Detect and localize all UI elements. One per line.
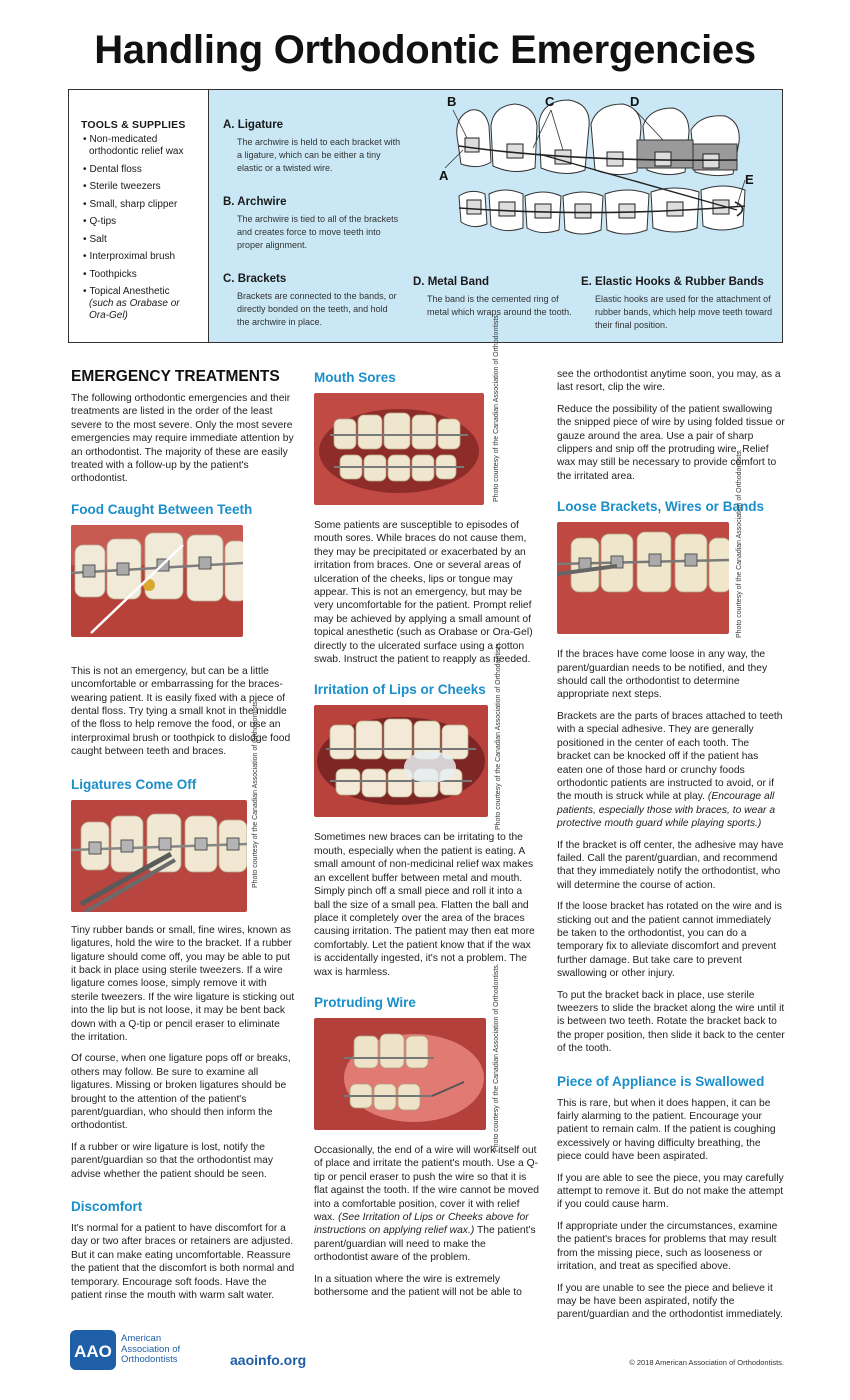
page-title: Handling Orthodontic Emergencies [94,28,756,72]
part-archwire [223,196,403,252]
part-brackets-title: C. Brackets [223,273,287,285]
part-ligature [223,119,403,175]
emergency-treatments-heading: EMERGENCY TREATMENTS [71,368,280,385]
column-1 [71,368,295,1310]
part-ligature-title: A. Ligature [223,119,284,131]
tools-list-item: • Q-tips [83,216,117,227]
part-metal-band-text: The band is the cemented ring of metal which wraps around the tooth. [427,294,572,317]
label-e: E [745,172,754,187]
tools-list-item: • Topical Anesthetic (such as Orabase or Ora-Gel) [83,286,180,321]
protruding-wire-heading: Protruding Wire [314,994,416,1010]
ligatures-photo [71,800,247,912]
mouth-sores-text: Some patients are susceptible to episodes of mouth sores. While braces do not cause them, they may be precipitated or exacerbated by an irritation from braces. One or several areas of ulceration of the cheeks, lips or tongue may appear. This is not an emergency, but may be very uncomfortable for the patient. Prompt relief may be achieved by applying a small amount of topical anesthetic (such as Orabase or Ora-Gel) directly to the ulcerated surface using a cotton swab. Instruct the patient to reapply as needed. [314,520,533,666]
column-3 [557,368,785,1330]
food-caught-heading: Food Caught Between Teeth [71,501,253,517]
part-ligature-text: The archwire is held to each bracket with a ligature, which can be either a tiny elastic or a twisted wire. [237,137,401,173]
aao-logo-icon [70,1330,116,1370]
intro-text: The following orthodontic emergencies and their treatments are listed in the order of the least severe to the most severe. Only the most severe emergencies may require immediate attention by an orthodontist. The majority of these are easily treated with a follow-up by the patient's orthodontist. [71,393,294,485]
ligatures-text-2: Of course, when one ligature pops off or breaks, others may follow. Be sure to examine all ligatures. Missing or broken ligatures should be brought to the attention of the patient's parent/guardian, who should then inform the orthodontist. [71,1053,291,1132]
footer [70,1330,784,1380]
part-brackets [223,273,401,329]
tools-list-item: • Toothpicks [83,268,137,280]
photo-credit-sores: Photo courtesy of the Canadian Association of Orthodontists. [493,313,500,502]
tools-heading: TOOLS & SUPPLIES [81,119,186,131]
swallowed-heading: Piece of Appliance is Swallowed [557,1073,765,1089]
swallowed-text-3: If appropriate under the circumstances, examine the patient's braces for problems that may result from the missing piece, such as looseness or irritation, and treat as specified above. [557,1220,778,1273]
anesthetic-note: (such as Orabase or Ora-Gel) [89,298,180,321]
part-elastic-hooks-text: Elastic hooks are used for the attachment of rubber bands, which help move teeth toward their final position. [595,294,773,330]
loose-text-5: To put the bracket back in place, use sterile tweezers to slide the bracket along the wire until it is between two teeth. Rotate the bracket back to the proper position, then slide it back to the center of the tooth. [557,989,785,1055]
loose-brackets-photo [557,522,729,634]
part-metal-band-title: D. Metal Band [413,276,490,288]
website-link[interactable]: aaoinfo.org [230,1352,307,1368]
protruding-wire-photo [314,1018,486,1130]
loose-text-4: If the loose bracket has rotated on the wire and is sticking out and the patient cannot immediately be taken to the orthodontist, you can do a temporary fix to alleviate discomfort and prevent further damage. But take care to prevent swallowing or other injury. [557,901,782,980]
swallowed-text-4: If you are unable to see the piece and believe it may be have been aspirated, notify the parent/guardian and the orthodontist immediately. [557,1282,783,1321]
copyright-text: © 2018 American Association of Orthodontists. [629,1358,784,1367]
photo-credit-ligatures: Photo courtesy of the Canadian Association of Orthodontists. [252,699,259,888]
column-2 [314,313,540,1307]
ligatures-text-1: Tiny rubber bands or small, fine wires, known as ligatures, hold the wire to the bracket. If a rubber ligature should come off, you may be able to put it back in place using sterile tweezers. If a wire ligature comes loose, simply remove it with sterile tweezers. If the wire ligature is sticking out into the lip but is not loose, it may be bent back down with a Q-tip or pencil eraser to eliminate the irritation. [71,924,295,1043]
logo-mark-text: AAO [74,1342,112,1361]
loose-text-2: Brackets are the parts of braces attached to teeth with a special adhesive. They are generally positioned in the center of each tooth. The bracket can be knocked off if the patient has eaten one of those hard or crunchy foods orthodontic patients are instructed to avoid, or if the mouth is struck while at play. (Encourage all patients, especially those with braces, to wear a protective mouth guard while playing sports.) [557,710,783,830]
photo-credit-irritation: Photo courtesy of the Canadian Association of Orthodontists. [495,641,502,830]
info-box [68,89,783,343]
part-elastic-hooks [581,276,777,332]
tools-list-item: • Dental floss [83,163,142,175]
part-elastic-hooks-title: E. Elastic Hooks & Rubber Bands [581,276,764,288]
swallowed-text-2: If you are able to see the piece, you may carefully attempt to remove it. But do not make the attempt if you could cause harm. [557,1172,784,1211]
part-archwire-text: The archwire is tied to all of the brackets and creates force to move teeth into proper alignment. [237,214,399,250]
food-caught-text: This is not an emergency, but can be a little uncomfortable or embarrassing for the braces-wearing patient. It is easily fixed with a piece of dental floss. Try tying a small knot in the middle of the floss to help remove the food, or use an interproximal brush or toothpick to dislodge food caught between teeth and braces. [71,665,291,758]
loose-text-1: If the braces have come loose in any way, the parent/guardian needs to be notified, and they should call the orthodontist to determine appropriate next steps. [557,649,768,701]
food-caught-photo [71,525,243,637]
discomfort-text: It's normal for a patient to have discomfort for a day or two after braces or retainers are adjusted. But it can make eating uncomfortable. Reassure the patient that the discomfort is both normal and temporary. Encourage soft foods. Have the patient rinse the mouth with warm salt water. [71,1223,295,1302]
label-b: B [447,96,457,109]
photo-credit-loose: Photo courtesy of the Canadian Association of Orthodontists. [736,449,743,638]
label-a: A [439,168,449,183]
protruding-wire-text-1: Occasionally, the end of a wire will work itself out of place and irritate the patient's mouth. Use a Q-tip or pencil eraser to push the wire so that it is flat against the tooth. If the wire cannot be moved into a comfortable position, cover it with relief wax. (See Irritation of Lips or Cheeks above for instructions on applying relief wax.) The patient's parent/guardian will need to make the orthodontist aware of the problem. [314,1144,539,1264]
braces-diagram [419,96,779,251]
mouth-sores-heading: Mouth Sores [314,370,396,385]
wire-clip-text: Reduce the possibility of the patient swallowing the snipped piece of wire by using folded tissue or gauze around the area. Use a pair of sharp clippers and snip off the protruding wire. Relief wax may still be necessary to provide comfort to the irritated area. [557,403,785,482]
protruding-wire-text-2: In a situation where the wire is extremely bothersome and the patient will not be able to [314,1273,522,1298]
discomfort-heading: Discomfort [71,1199,143,1214]
mouth-sores-photo [314,393,484,505]
tools-list-item: • Small, sharp clipper [83,198,178,210]
label-d: D [630,96,640,109]
tools-supplies-panel [69,90,209,342]
tools-list-item: • Non-medicated orthodontic relief wax [83,134,184,157]
wire-continued-text: see the orthodontist anytime soon, you may, as a last resort, clip the wire. [557,369,781,394]
ligatures-text-3: If a rubber or wire ligature is lost, notify the parent/guardian so that the orthodontist may advise whether the patient should be seen. [71,1141,274,1180]
loose-text-3: If the bracket is off center, the adhesive may have failed. Call the parent/guardian, and recommend that they immediately notify the orthodontist, who will determine the course of action. [557,839,784,891]
irritation-heading: Irritation of Lips or Cheeks [314,682,486,698]
swallowed-text-1: This is rare, but when it does happen, it can be fairly alarming to the patient. Encourage your patient to remain calm. If the patient is coughing excessively or having difficulty breathing, the piece could have been aspirated. [557,1097,776,1163]
part-brackets-text: Brackets are connected to the bands, or directly bonded on the teeth, and hold the archwire in place. [237,291,397,327]
tools-list [81,134,198,322]
tools-list-item: • Salt [83,233,107,245]
label-c: C [545,96,555,109]
part-archwire-title: B. Archwire [223,196,287,208]
ligatures-heading: Ligatures Come Off [71,776,197,792]
tools-list-item: • Sterile tweezers [83,181,161,192]
photo-credit-wire: Photo courtesy of the Canadian Association of Orthodontists. [493,963,500,1152]
loose-brackets-heading: Loose Brackets, Wires or Bands [557,499,764,515]
tools-list-item: • Interproximal brush [83,251,176,262]
irritation-photo [314,705,488,817]
org-name: American Association of Orthodontists [121,1333,181,1365]
irritation-text: Sometimes new braces can be irritating to the mouth, especially when the patient is eating. A small amount of non-medicinal relief wax makes an excellent buffer between metal and mouth. Simply pinch off a small piece and roll it into a ball the size of a small pea. Flatten the ball and place it completely over the area of the braces causing irritation. The patient may then eat more comfortably. Let the patient know that if the wax is accidentally ingested, it's not a problem. The wax is harmless. [314,832,535,978]
braces-parts-panel [209,90,782,342]
